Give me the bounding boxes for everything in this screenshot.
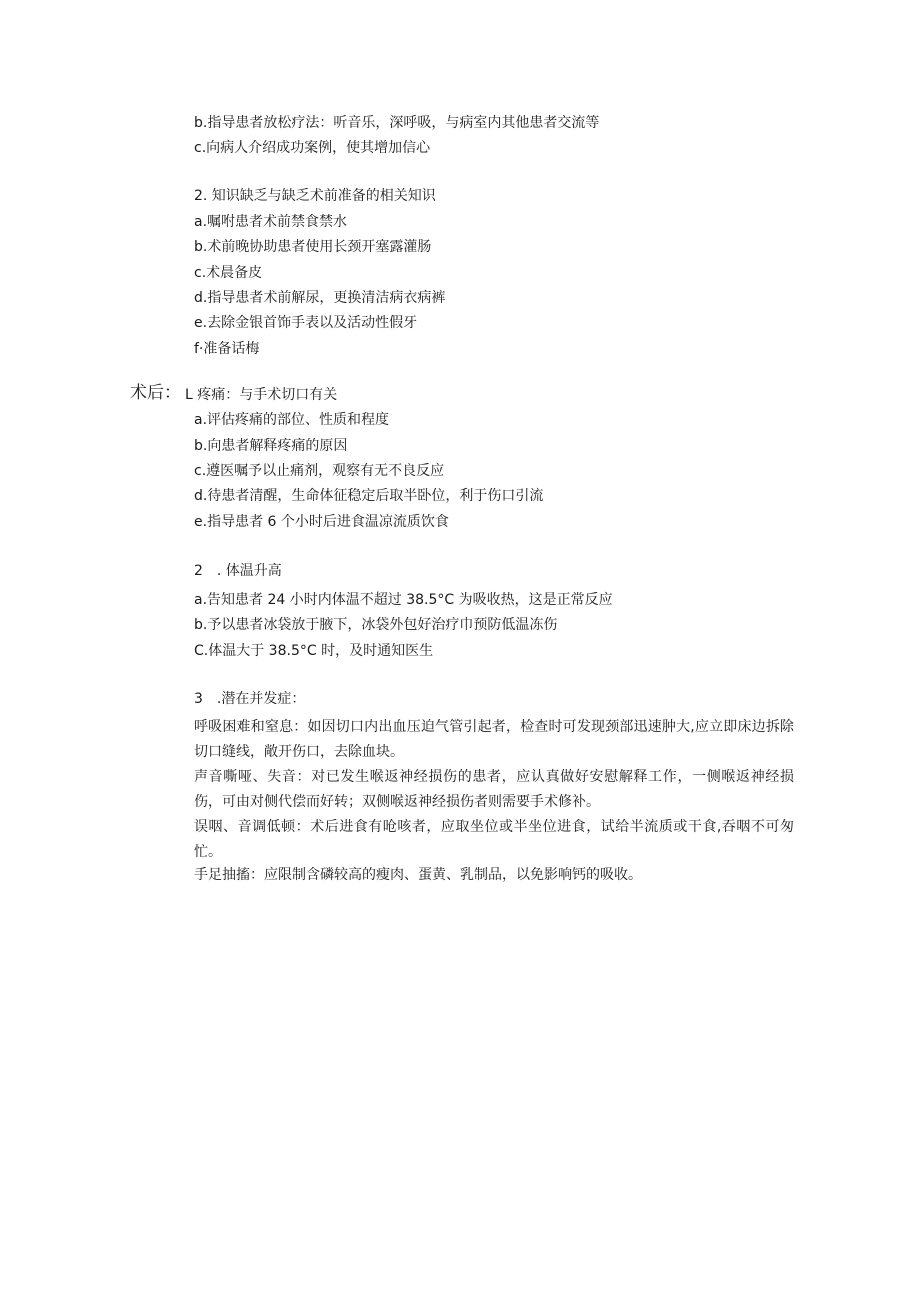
knowledge-item-c: c.术晨备皮 [194, 265, 263, 281]
pain-item-a: a.评估疼痛的部位、性质和程度 [194, 412, 390, 428]
knowledge-item-a: a.嘱咐患者术前禁食禁水 [194, 214, 348, 230]
fever-item-a: a.告知患者 24 小时内体温不超过 38.5°C 为吸收热，这是正常反应 [194, 592, 613, 608]
complication-paragraph-dyspnea: 呼吸困难和窒息：如因切口内出血压迫气管引起者，检查时可发现颈部迅速肿大,应立即床边拆除切口缝线，敞开伤口，去除血块。 [194, 719, 794, 760]
preop-item-c: c.向病人介绍成功案例，使其增加信心 [194, 140, 431, 156]
fever-item-c: C.体温大于 38.5°C 时，及时通知医生 [194, 643, 434, 659]
pain-item-d: d.待患者清醒，生命体征稳定后取半卧位，利于伤口引流 [194, 488, 544, 504]
postop-label: 术后： [130, 383, 181, 403]
knowledge-item-b: b.术前晚协助患者使用长颈开塞露灌肠 [194, 239, 432, 255]
fever-section-title: 2 . 体温升高 [194, 563, 282, 579]
preop-item-b: b.指导患者放松疗法：听音乐，深呼吸，与病室内其他患者交流等 [194, 115, 600, 131]
pain-item-e: e.指导患者 6 个小时后进食温凉流质饮食 [194, 514, 449, 530]
pain-item-c: c.遵医嘱予以止痛剂，观察有无不良反应 [194, 463, 445, 479]
fever-item-b: b.予以患者冰袋放于腋下，冰袋外包好治疗巾预防低温冻伤 [194, 617, 558, 633]
pain-item-b: b.向患者解释疼痛的原因 [194, 438, 348, 454]
complications-section-title: 3 .潜在并发症： [194, 691, 306, 707]
complication-paragraph-choking: 误咽、音调低顿：术后进食有呛咳者，应取坐位或半坐位进食，试给半流质或干食,吞咽不可匆忙。 [194, 819, 794, 860]
knowledge-item-e: e.去除金银首饰手表以及活动性假牙 [194, 315, 418, 331]
knowledge-item-f: f·准备话梅 [194, 341, 260, 357]
pain-section-title: L 疼痛：与手术切口有关 [185, 387, 338, 403]
knowledge-section-title: 2. 知识缺乏与缺乏术前准备的相关知识 [194, 188, 436, 204]
knowledge-item-d: d.指导患者术前解尿，更换清洁病衣病裤 [194, 290, 446, 306]
complication-paragraph-tetany: 手足抽搐：应限制含磷较高的瘦肉、蛋黄、乳制品，以免影响钙的吸收。 [194, 867, 642, 883]
complication-paragraph-hoarseness: 声音嘶哑、失音：对已发生喉返神经损伤的患者，应认真做好安慰解释工作，一侧喉返神经损伤，可由对侧代偿而好转；双侧喉返神经损伤者则需要手术修补。 [194, 769, 794, 810]
